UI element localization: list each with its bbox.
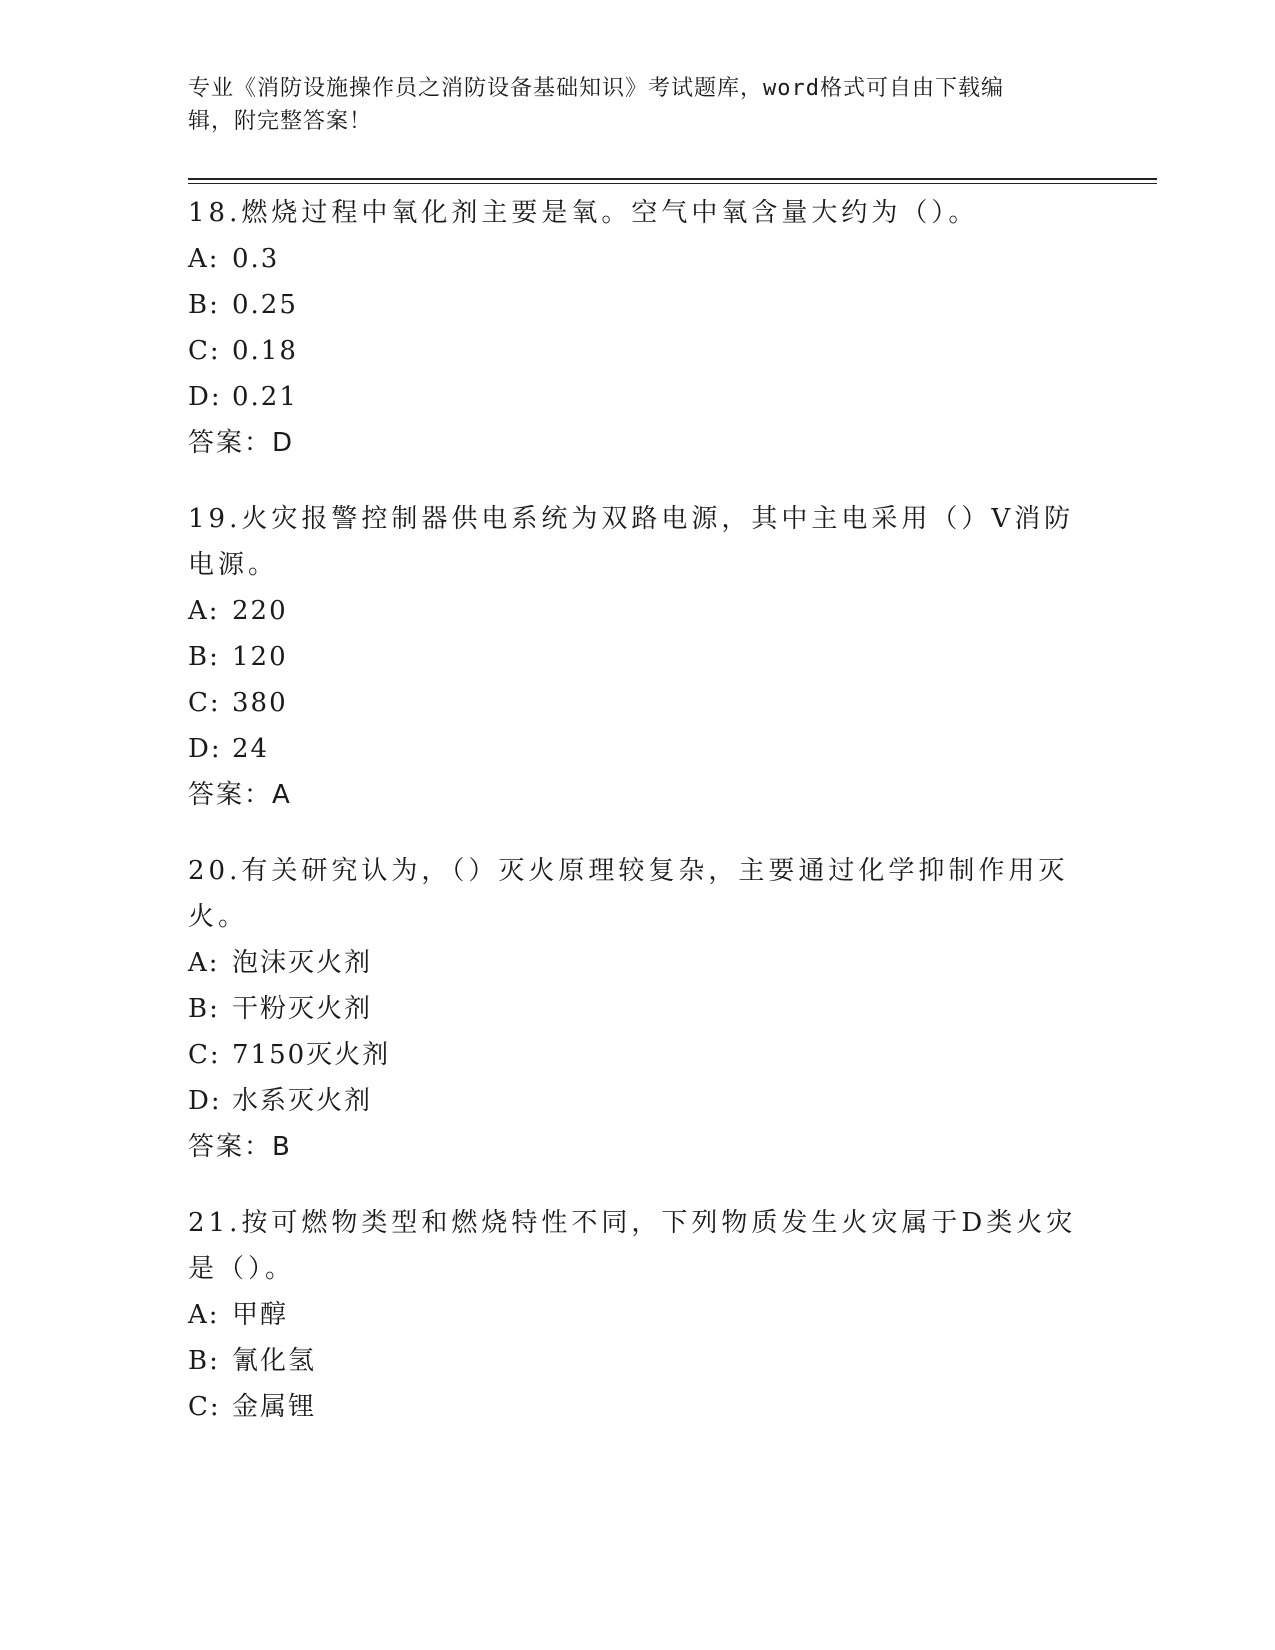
option-text: 泡沫灭火剂 [232,948,373,978]
option-letter: C: [188,1040,221,1070]
question-20 [188,848,1088,1170]
header-divider-thin [188,183,1157,184]
option-text: 0.25 [232,290,298,320]
header-line-1: 专业《消防设施操作员之消防设备基础知识》考试题库，word格式可自由下载编 [188,76,1004,101]
option-letter: D: [188,382,222,412]
answer-line: 答案：A [188,780,292,810]
option-letter: C: [188,1392,221,1422]
option-text: 0.18 [232,336,298,366]
answer-line: 答案：D [188,428,295,458]
question-text: 19.火灾报警控制器供电系统为双路电源，其中主电采用（）V消防电源。 [188,504,1075,580]
option-b [188,634,1088,680]
option-text: 0.21 [232,382,298,412]
option-text: 干粉灭火剂 [232,994,373,1024]
option-c [188,680,1088,726]
option-text: 水系灭火剂 [232,1086,373,1116]
option-d [188,374,1088,420]
document-header [188,72,1088,138]
option-b [188,282,1088,328]
option-c [188,1032,1088,1078]
option-letter: B: [188,994,220,1024]
option-text: 金属锂 [232,1392,317,1422]
answer-line: 答案：B [188,1132,292,1162]
option-letter: C: [188,688,221,718]
question-text: 20.有关研究认为，（）灭火原理较复杂，主要通过化学抑制作用灭火。 [188,856,1069,932]
header-divider-thick [188,178,1157,180]
option-letter: A: [188,244,220,274]
option-letter: D: [188,734,222,764]
question-18 [188,190,1088,466]
option-a [188,236,1088,282]
option-b [188,1338,1088,1384]
question-text: 18.燃烧过程中氧化剂主要是氧。空气中氧含量大约为（）。 [188,198,979,228]
option-d [188,726,1088,772]
option-text: 氰化氢 [232,1346,317,1376]
option-letter: D: [188,1086,222,1116]
option-d [188,1078,1088,1124]
option-letter: A: [188,948,220,978]
question-text: 21.按可燃物类型和燃烧特性不同，下列物质发生火灾属于D类火灾是（）。 [188,1208,1077,1284]
option-text: 0.3 [232,244,280,274]
option-a [188,940,1088,986]
option-c [188,328,1088,374]
option-text: 7150灭火剂 [232,1040,391,1070]
option-text: 甲醇 [232,1300,289,1330]
option-letter: B: [188,642,220,672]
question-21 [188,1200,1088,1430]
option-letter: C: [188,336,221,366]
option-a [188,1292,1088,1338]
option-c [188,1384,1088,1430]
header-line-2: 辑，附完整答案！ [188,109,373,134]
option-text: 24 [232,734,270,764]
option-letter: A: [188,596,220,626]
question-19 [188,496,1088,818]
option-letter: A: [188,1300,220,1330]
question-list [188,190,1088,1460]
option-letter: B: [188,290,220,320]
option-text: 220 [232,596,288,626]
option-letter: B: [188,1346,220,1376]
option-text: 120 [232,642,288,672]
option-text: 380 [232,688,288,718]
option-b [188,986,1088,1032]
option-a [188,588,1088,634]
